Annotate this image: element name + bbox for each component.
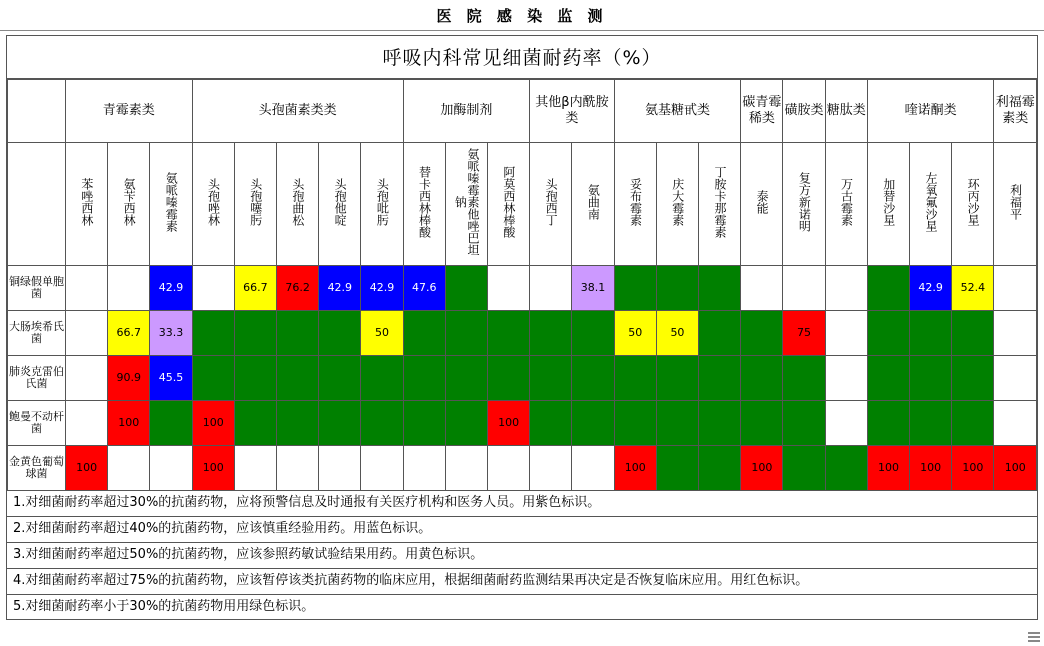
- resistance-cell: [656, 311, 698, 356]
- drug-name-label: 阿莫西林棒酸: [501, 166, 516, 239]
- resistance-value: 0: [462, 370, 470, 384]
- resistance-cell: [699, 266, 741, 311]
- drug-name-label: 加替沙星: [881, 178, 896, 227]
- resistance-cell: [867, 356, 909, 401]
- resistance-cell: [994, 401, 1037, 446]
- resistance-cell: [277, 311, 319, 356]
- drug-class-label: 青霉素类: [102, 103, 155, 119]
- resistance-cell: [66, 356, 108, 401]
- resistance-value: 100: [751, 460, 773, 474]
- resistance-cell: [783, 401, 825, 446]
- resistance-cell: [488, 401, 530, 446]
- resistance-cell: [783, 266, 825, 311]
- resistance-cell: [234, 356, 276, 401]
- resistance-cell: [445, 266, 487, 311]
- resistance-cell: [994, 356, 1037, 401]
- resistance-cell: [614, 311, 656, 356]
- resistance-value: 0: [673, 415, 681, 429]
- resistance-cell: [108, 266, 150, 311]
- resistance-cell: [150, 356, 192, 401]
- resize-handle-icon: [1028, 632, 1040, 642]
- resistance-cell: [741, 266, 783, 311]
- resistance-cell: [403, 356, 445, 401]
- resistance-value: 16.7: [369, 415, 395, 429]
- resistance-cell: [910, 446, 952, 491]
- resistance-cell: [825, 401, 867, 446]
- resistance-cell: [572, 446, 614, 491]
- resistance-value: 100: [962, 460, 984, 474]
- drug-class-label: 加酶制剂: [440, 103, 493, 119]
- drug-header-cell: [656, 143, 698, 266]
- resistance-cell: [867, 311, 909, 356]
- resistance-value: 0: [505, 325, 513, 339]
- resistance-value: 0: [336, 325, 344, 339]
- resistance-cell: [656, 266, 698, 311]
- resistance-cell: [530, 311, 572, 356]
- resistance-value: 0: [505, 370, 513, 384]
- resistance-value: 50: [628, 325, 643, 339]
- resistance-value: 0: [294, 370, 302, 384]
- resistance-cell: [192, 356, 234, 401]
- resistance-value: 0: [294, 415, 302, 429]
- resistance-cell: [825, 356, 867, 401]
- drug-header-cell: [361, 143, 403, 266]
- resistance-value: 0: [842, 460, 850, 474]
- drug-header-cell: [783, 143, 825, 266]
- note-item: 2.对细菌耐药率超过40%的抗菌药物，应该慎重经验用药。用蓝色标识。: [7, 516, 1037, 542]
- resistance-value: 33.3: [158, 325, 184, 339]
- resistance-cell: [614, 401, 656, 446]
- drug-class-cell: [741, 80, 783, 143]
- drug-header-cell: [910, 143, 952, 266]
- drug-header-cell: [614, 143, 656, 266]
- resistance-cell: [234, 311, 276, 356]
- drug-name-label: 头孢西丁: [544, 178, 559, 227]
- table-row: [8, 266, 1037, 311]
- resistance-value: 0: [758, 325, 766, 339]
- resistance-cell: [234, 446, 276, 491]
- resistance-cell: [699, 311, 741, 356]
- drug-class-cell: [403, 80, 530, 143]
- drug-header-cell: [403, 143, 445, 266]
- resistance-value: 0: [927, 325, 935, 339]
- resistance-cell: [361, 311, 403, 356]
- resistance-value: 0: [294, 325, 302, 339]
- resistance-cell: [108, 311, 150, 356]
- resistance-cell: [783, 311, 825, 356]
- drug-name-label: 头孢曲松: [290, 178, 305, 227]
- resistance-value: 23.8: [665, 280, 690, 294]
- resistance-cell: [488, 311, 530, 356]
- resistance-value: 100: [76, 460, 98, 474]
- drug-class-label: 糖肽类: [826, 103, 866, 119]
- top-bar: [0, 0, 1044, 31]
- resistance-cell: [741, 356, 783, 401]
- resistance-cell: [66, 266, 108, 311]
- drug-header-cell: [445, 143, 487, 266]
- resistance-cell: [994, 266, 1037, 311]
- resistance-cell: [277, 266, 319, 311]
- resistance-value: 0: [631, 415, 639, 429]
- drug-header-cell: [699, 143, 741, 266]
- resistance-cell: [952, 311, 994, 356]
- resistance-value: 0: [631, 370, 639, 384]
- resistance-value: 19.0: [707, 280, 732, 294]
- drug-class-cell: [825, 80, 867, 143]
- resistance-value: 0: [800, 415, 808, 429]
- resistance-value: 42.9: [327, 280, 353, 294]
- resistance-cell: [277, 356, 319, 401]
- resistance-value: 45.5: [158, 370, 184, 384]
- resistance-value: 0: [462, 325, 470, 339]
- drug-name-label: 头孢吡肟: [375, 178, 390, 227]
- resistance-cell: [656, 401, 698, 446]
- resistance-cell: [867, 401, 909, 446]
- drug-name-label: 妥布霉素: [628, 178, 643, 227]
- drug-header-cell: [867, 143, 909, 266]
- drug-header-cell: [150, 143, 192, 266]
- resistance-cell: [361, 266, 403, 311]
- resistance-cell: [572, 356, 614, 401]
- resistance-cell: [952, 356, 994, 401]
- resistance-cell: [319, 401, 361, 446]
- resistance-cell: [910, 266, 952, 311]
- resistance-cell: [234, 266, 276, 311]
- resistance-value: 0: [716, 370, 724, 384]
- resistance-value: 42.9: [918, 280, 943, 294]
- resistance-value: 8.3: [921, 370, 940, 384]
- resistance-value: 0: [716, 415, 724, 429]
- resistance-value: 76.2: [285, 280, 310, 294]
- table-row: [8, 446, 1037, 491]
- drug-class-label: 头孢菌素类类: [258, 103, 337, 119]
- drug-header-cell: [277, 143, 319, 266]
- resistance-value: 0: [209, 325, 217, 339]
- resistance-value: 0: [716, 460, 724, 474]
- page-title: 呼吸内科常见细菌耐药率（%）: [7, 36, 1037, 79]
- resistance-value: 100: [1004, 460, 1026, 474]
- resistance-cell: [530, 356, 572, 401]
- resistance-value: 42.9: [158, 280, 184, 294]
- resistance-value: 0: [969, 415, 977, 429]
- resistance-cell: [867, 266, 909, 311]
- resistance-cell: [403, 311, 445, 356]
- resistance-cell: [825, 266, 867, 311]
- resistance-cell: [192, 446, 234, 491]
- note-item: 4.对细菌耐药率超过75%的抗菌药物，应该暂停该类抗菌药物的临床应用，根据细菌耐药监测结果再决定是否恢复临床应用。用红色标识。: [7, 568, 1037, 594]
- resistance-cell: [403, 401, 445, 446]
- resistance-value: 0: [420, 325, 428, 339]
- resistance-cell: [699, 356, 741, 401]
- resistance-value: 0: [673, 370, 681, 384]
- resistance-value: 47.6: [411, 280, 437, 294]
- drug-class-cell: [66, 80, 193, 143]
- corner-cell-2: [8, 143, 66, 266]
- drug-header-cell: [66, 143, 108, 266]
- corner-cell: [8, 80, 66, 143]
- resistance-value: 0: [547, 370, 555, 384]
- resistance-cell: [741, 401, 783, 446]
- drug-class-label: 氨基糖甙类: [644, 103, 710, 119]
- organism-label: 肺炎克雷伯氏菌: [8, 356, 66, 401]
- resistance-cell: [867, 446, 909, 491]
- resistance-cell: [741, 311, 783, 356]
- resistance-value: 0: [758, 415, 766, 429]
- drug-class-label: 利福霉素类: [995, 95, 1035, 126]
- resistance-value: 0: [378, 370, 386, 384]
- resistance-value: 25: [965, 325, 980, 339]
- drug-header-cell: [572, 143, 614, 266]
- resistance-cell: [910, 311, 952, 356]
- resistance-value: 0: [336, 415, 344, 429]
- resistance-table: [7, 79, 1037, 491]
- drug-name-label: 氨哌嗪霉素: [164, 172, 179, 233]
- resistance-cell: [319, 356, 361, 401]
- app-title: 医 院 感 染 监 测: [436, 6, 608, 25]
- drug-name-label: 左氧氟沙星: [923, 172, 938, 233]
- organism-label: 铜绿假单胞菌: [8, 266, 66, 311]
- resistance-value: 20: [797, 460, 812, 474]
- resistance-cell: [319, 311, 361, 356]
- resistance-value: 8.3: [964, 370, 982, 384]
- resistance-cell: [108, 446, 150, 491]
- notes-list: [7, 491, 1037, 619]
- drug-name-label: 替卡西林棒酸: [417, 166, 432, 239]
- drug-class-cell: [994, 80, 1037, 143]
- resistance-cell: [783, 446, 825, 491]
- resistance-value: 42.9: [369, 280, 395, 294]
- resistance-value: 0: [758, 370, 766, 384]
- resistance-value: 50: [375, 325, 390, 339]
- resistance-cell: [361, 446, 403, 491]
- resistance-value: 100: [118, 415, 140, 429]
- drug-name-label: 泰能: [755, 190, 770, 215]
- resistance-cell: [319, 266, 361, 311]
- resistance-value: 100: [202, 415, 224, 429]
- drug-class-label: 碳青霉稀类: [742, 95, 782, 126]
- note-item: 3.对细菌耐药率超过50%的抗菌药物，应该参照药敏试验结果用药。用黄色标识。: [7, 542, 1037, 568]
- drug-header-cell: [234, 143, 276, 266]
- resistance-cell: [910, 401, 952, 446]
- drug-header-cell: [952, 143, 994, 266]
- resistance-cell: [403, 266, 445, 311]
- drug-header-cell: [530, 143, 572, 266]
- resistance-value: 0: [589, 415, 597, 429]
- resistance-value: 0: [336, 370, 344, 384]
- resistance-value: 28.6: [454, 280, 479, 294]
- drug-header-cell: [994, 143, 1037, 266]
- resistance-cell: [572, 266, 614, 311]
- resistance-value: 0: [251, 325, 259, 339]
- class-header-row: [8, 80, 1037, 143]
- resistance-value: 66.7: [116, 325, 142, 339]
- resistance-value: 4.8: [626, 280, 644, 294]
- resistance-cell: [403, 446, 445, 491]
- resistance-cell: [150, 266, 192, 311]
- resistance-cell: [108, 401, 150, 446]
- resistance-cell: [66, 311, 108, 356]
- resistance-cell: [150, 401, 192, 446]
- resistance-value: 0: [209, 370, 217, 384]
- resistance-cell: [319, 446, 361, 491]
- drug-name-label: 头孢唑林: [206, 178, 221, 227]
- resistance-cell: [150, 446, 192, 491]
- resistance-value: 25: [881, 280, 896, 294]
- resistance-value: 0: [927, 415, 935, 429]
- resistance-value: 100: [877, 460, 899, 474]
- resistance-cell: [825, 311, 867, 356]
- resistance-cell: [741, 446, 783, 491]
- resistance-value: 0: [547, 415, 555, 429]
- resistance-value: 50: [670, 325, 685, 339]
- resistance-cell: [192, 401, 234, 446]
- drug-header-cell: [488, 143, 530, 266]
- drug-header-cell: [741, 143, 783, 266]
- resistance-cell: [825, 446, 867, 491]
- drug-name-label: 氨曲南: [586, 184, 601, 221]
- resistance-cell: [614, 356, 656, 401]
- drug-name-label: 庆大霉素: [670, 178, 685, 227]
- resistance-value: 75: [797, 325, 812, 339]
- drug-class-label: 喹诺酮类: [904, 103, 957, 119]
- resistance-value: 0: [547, 325, 555, 339]
- drug-name-label: 氨苄西林: [122, 178, 137, 227]
- resistance-value: 100: [920, 460, 942, 474]
- resistance-cell: [994, 311, 1037, 356]
- resistance-cell: [361, 401, 403, 446]
- resistance-cell: [234, 401, 276, 446]
- resistance-value: 52.4: [960, 280, 986, 294]
- drug-header-cell: [108, 143, 150, 266]
- resistance-value: 25: [881, 325, 896, 339]
- resistance-value: 90.9: [116, 370, 142, 384]
- resistance-value: 100: [202, 460, 224, 474]
- resistance-cell: [150, 311, 192, 356]
- resistance-value: 0: [462, 415, 470, 429]
- resistance-cell: [952, 446, 994, 491]
- resistance-cell: [656, 356, 698, 401]
- drug-name-label: 复方新诺明: [797, 172, 812, 233]
- organism-label: 鲍曼不动杆菌: [8, 401, 66, 446]
- organism-label: 金黄色葡萄球菌: [8, 446, 66, 491]
- drug-name-label: 氨哌嗪霉素他唑巴坦钠: [453, 148, 481, 257]
- resistance-value: 0: [673, 460, 681, 474]
- resistance-value: 0: [251, 415, 259, 429]
- resistance-value: 0: [420, 370, 428, 384]
- drug-header-cell: [319, 143, 361, 266]
- drug-class-cell: [614, 80, 741, 143]
- resistance-cell: [192, 266, 234, 311]
- resistance-cell: [952, 266, 994, 311]
- resistance-cell: [277, 446, 319, 491]
- drug-class-cell: [192, 80, 403, 143]
- resistance-value: 8.3: [795, 370, 813, 384]
- resistance-cell: [910, 356, 952, 401]
- resistance-cell: [783, 356, 825, 401]
- drug-name-label: 苯唑西林: [79, 178, 94, 227]
- drug-class-label: 其他β内酰胺类: [535, 95, 609, 126]
- resistance-cell: [614, 446, 656, 491]
- drug-class-label: 磺胺类: [784, 103, 824, 119]
- table-row: [8, 311, 1037, 356]
- resistance-cell: [488, 266, 530, 311]
- resistance-cell: [572, 311, 614, 356]
- resistance-cell: [994, 446, 1037, 491]
- resistance-cell: [66, 446, 108, 491]
- resistance-cell: [530, 446, 572, 491]
- drug-header-cell: [825, 143, 867, 266]
- resistance-cell: [445, 446, 487, 491]
- resistance-cell: [952, 401, 994, 446]
- resistance-cell: [572, 401, 614, 446]
- drug-class-cell: [867, 80, 994, 143]
- resistance-cell: [445, 356, 487, 401]
- drug-name-label: 丁胺卡那霉素: [712, 166, 727, 239]
- drug-name-label: 环丙沙星: [966, 178, 981, 227]
- drug-class-cell: [783, 80, 825, 143]
- resistance-cell: [614, 266, 656, 311]
- table-row: [8, 401, 1037, 446]
- drug-header-cell: [192, 143, 234, 266]
- resistance-cell: [488, 446, 530, 491]
- resistance-value: 8.3: [879, 370, 898, 384]
- drug-name-label: 头孢噻肟: [248, 178, 263, 227]
- resistance-cell: [445, 401, 487, 446]
- resistance-cell: [699, 446, 741, 491]
- resistance-value: 0: [716, 325, 724, 339]
- resistance-cell: [488, 356, 530, 401]
- resistance-value: 100: [498, 415, 520, 429]
- resistance-cell: [699, 401, 741, 446]
- drug-header-row: [8, 143, 1037, 266]
- resistance-cell: [66, 401, 108, 446]
- note-item: 5.对细菌耐药率小于30%的抗菌药物用用绿色标识。: [7, 594, 1037, 620]
- resistance-value: 0: [884, 415, 892, 429]
- table-row: [8, 356, 1037, 401]
- resistance-value: 0: [420, 415, 428, 429]
- note-item: 1.对细菌耐药率超过30%的抗菌药物，应将预警信息及时通报有关医疗机构和医务人员。用紫色标识。: [13, 495, 601, 510]
- resistance-value: 66.7: [243, 280, 268, 294]
- resistance-value: 0: [589, 325, 597, 339]
- resistance-cell: [530, 401, 572, 446]
- drug-name-label: 万古霉素: [839, 178, 854, 227]
- organism-label: 大肠埃希氏菌: [8, 311, 66, 356]
- resistance-cell: [656, 446, 698, 491]
- report-frame: [6, 35, 1038, 620]
- resistance-cell: [445, 311, 487, 356]
- resistance-value: 16.7: [158, 415, 184, 429]
- resistance-cell: [530, 266, 572, 311]
- resistance-cell: [108, 356, 150, 401]
- resistance-cell: [277, 401, 319, 446]
- resistance-cell: [361, 356, 403, 401]
- resistance-value: 100: [624, 460, 646, 474]
- resistance-cell: [192, 311, 234, 356]
- drug-class-cell: [530, 80, 614, 143]
- resistance-value: 38.1: [580, 280, 606, 294]
- resistance-value: 0: [251, 370, 259, 384]
- resistance-value: 0: [589, 370, 597, 384]
- drug-name-label: 利福平: [1008, 184, 1023, 221]
- drug-name-label: 头孢他啶: [333, 178, 348, 227]
